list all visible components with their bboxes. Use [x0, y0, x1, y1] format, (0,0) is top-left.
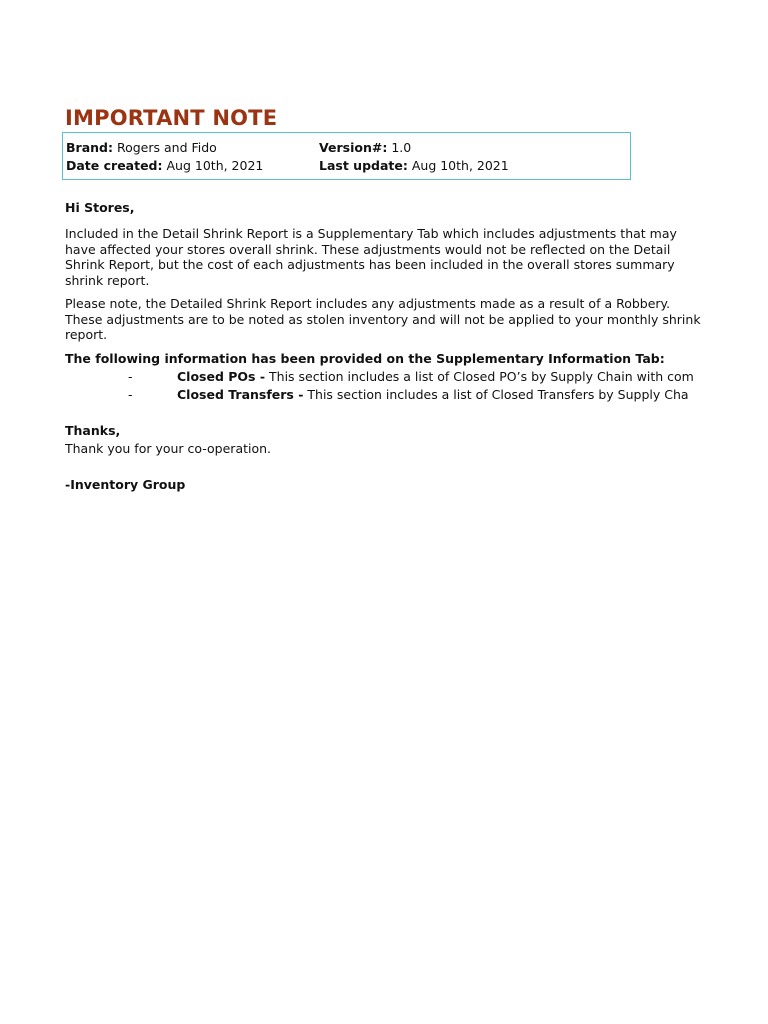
version-value: 1.0 [391, 140, 412, 155]
bullet-dash: - [128, 387, 133, 402]
date-created-label: Date created: [66, 158, 163, 173]
list-item-label: Closed Transfers - [177, 387, 304, 402]
document-info-box [62, 132, 631, 180]
last-update-value: Aug 10th, 2021 [411, 158, 509, 173]
brand-value: Rogers and Fido [116, 140, 217, 155]
version-field [319, 140, 411, 155]
list-item-label: Closed POs - [177, 369, 266, 384]
list-item-closed-transfers [65, 387, 697, 405]
signoff: -Inventory Group [65, 477, 186, 492]
paragraph-robbery-note: Please note, the Detailed Shrink Report includes any adjustments made as a result of a Robbery. These adjustments are to be noted as stolen inventory and will not be applied to your monthly shrink report. [65, 296, 701, 342]
thanks-heading: Thanks, [65, 423, 121, 438]
brand-field [66, 140, 217, 155]
thanks-message: Thank you for your co-operation. [65, 441, 272, 456]
version-label: Version#: [319, 140, 388, 155]
date-created-value: Aug 10th, 2021 [166, 158, 264, 173]
list-item-text: This section includes a list of Closed Transfers by Supply Cha [303, 387, 689, 402]
page-title: IMPORTANT NOTE [65, 106, 278, 130]
list-item-body [177, 369, 694, 384]
date-created-field [66, 158, 263, 173]
supplementary-intro: The following information has been provided on the Supplementary Information Tab: [65, 351, 665, 366]
brand-label: Brand: [66, 140, 113, 155]
last-update-label: Last update: [319, 158, 408, 173]
paragraph-supplementary-tab: Included in the Detail Shrink Report is a Supplementary Tab which includes adjustments that may have affected your stores overall shrink. These adjustments would not be reflected on the Detail Shrink Report, but the cost of each adjustments has been included in the overall stores summary shrink report. [65, 226, 677, 288]
list-item-closed-pos [65, 369, 697, 387]
greeting: Hi Stores, [65, 200, 135, 215]
last-update-field [319, 158, 509, 173]
list-item-text: This section includes a list of Closed PO’s by Supply Chain with com [265, 369, 694, 384]
bullet-dash: - [128, 369, 133, 384]
list-item-body [177, 387, 689, 402]
